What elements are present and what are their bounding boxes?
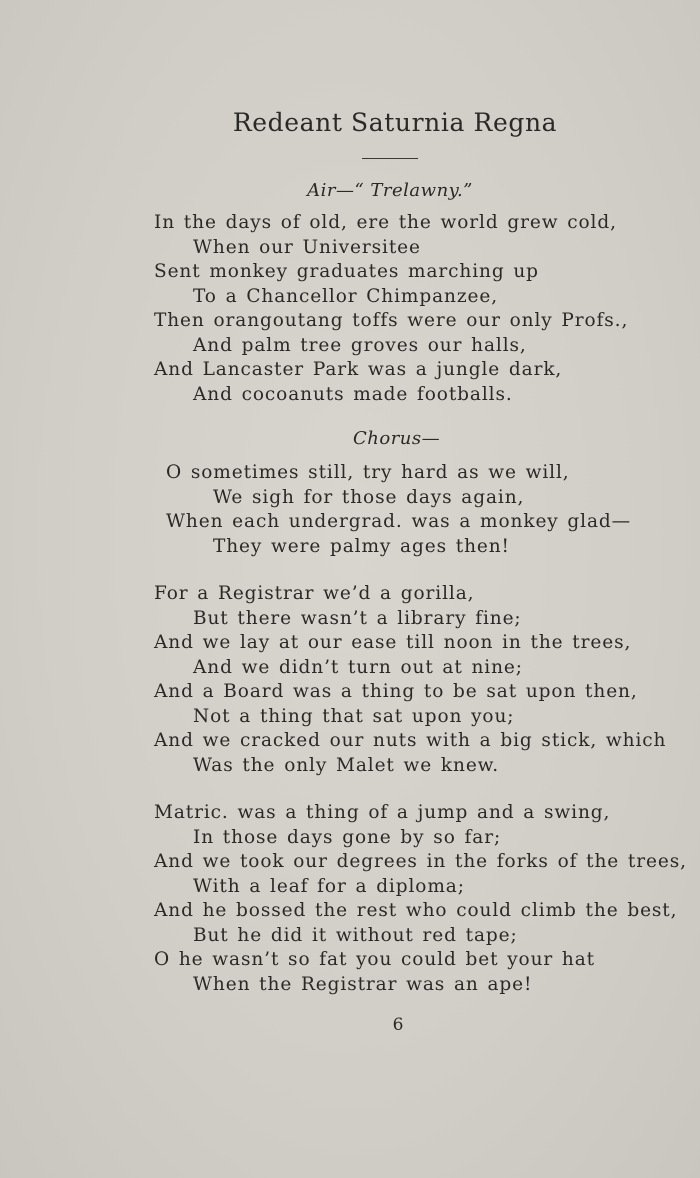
verse-line: Was the only Malet we knew. (193, 754, 500, 776)
verse-line: O he wasn’t so fat you could bet your hat (154, 949, 596, 970)
verse-line: Then orangoutang toffs were our only Profs., (154, 310, 629, 331)
verse-line: And we didn’t turn out at nine; (193, 656, 523, 678)
poem-title: Redeant Saturnia Regna (232, 108, 558, 137)
verse-line: In those days gone by so far; (193, 826, 502, 848)
verse-line: But there wasn’t a library fine; (193, 607, 522, 629)
verse-line: When our Universitee (193, 236, 421, 258)
verse-line: In the days of old, ere the world grew cold, (154, 212, 617, 233)
verse-line: But he did it without red tape; (193, 924, 518, 946)
chorus-line: They were palmy ages then! (213, 535, 510, 557)
verse-line: Sent monkey graduates marching up (154, 261, 539, 282)
verse-line: And he bossed the rest who could climb the best, (154, 900, 678, 921)
verse-line: And a Board was a thing to be sat upon then, (154, 681, 638, 702)
chorus-label: Chorus— (353, 428, 441, 449)
verse-line: And we lay at our ease till noon in the trees, (154, 632, 632, 653)
chorus-line: We sigh for those days again, (213, 486, 525, 508)
page-number: 6 (392, 1015, 404, 1035)
air-note: Air—“ Trelawny.” (307, 180, 473, 201)
verse-line: To a Chancellor Chimpanzee, (193, 285, 498, 307)
chorus-line: O sometimes still, try hard as we will, (166, 462, 570, 483)
verse-line: Matric. was a thing of a jump and a swing, (154, 802, 611, 823)
verse-line: With a leaf for a diploma; (193, 875, 465, 897)
chorus-line: When each undergrad. was a monkey glad— (166, 511, 632, 532)
verse-line: And we cracked our nuts with a big stick, which (154, 730, 667, 751)
verse-line: And we took our degrees in the forks of the trees, (154, 851, 687, 872)
verse-line: And Lancaster Park was a jungle dark, (154, 359, 563, 380)
verse-line: When the Registrar was an ape! (193, 973, 533, 995)
verse-line: And cocoanuts made footballs. (193, 383, 513, 405)
title-divider (362, 158, 418, 159)
verse-line: And palm tree groves our halls, (193, 334, 527, 356)
verse-line: For a Registrar we’d a gorilla, (154, 583, 475, 604)
verse-line: Not a thing that sat upon you; (193, 705, 515, 727)
